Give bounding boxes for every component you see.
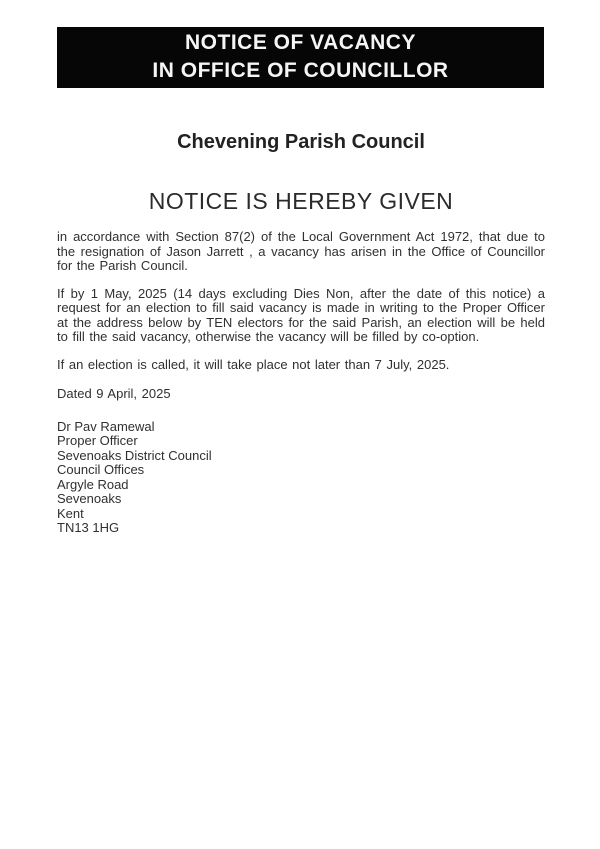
signature-line-postcode: TN13 1HG	[57, 520, 120, 535]
notice-heading: NOTICE IS HEREBY GIVEN	[148, 188, 454, 214]
banner-line-1: NOTICE OF VACANCY	[185, 31, 416, 54]
signature-line-name: Dr Pav Ramewal	[57, 418, 155, 434]
notice-banner	[57, 27, 544, 88]
signature-line-county: Kent	[57, 505, 84, 521]
paragraph-election-date: If an election is called, it will take place not later than 7 July, 2025.	[57, 356, 450, 372]
signature-line-address-2: Argyle Road	[57, 476, 129, 492]
signature-line-town: Sevenoaks	[57, 491, 122, 506]
paragraph-election-request: If by 1 May, 2025 (14 days excluding Dies Non, after the date of this notice) a request for an election to fill said vacancy is made in writing to the Proper Officer at the address below by TEN electors for the said Parish, an election will be held to fill the said vacancy, otherwise the vacancy will be filled by co-option.	[57, 285, 545, 344]
signature-line-address-1: Council Offices	[57, 462, 145, 477]
banner-line-2: IN OFFICE OF COUNCILLOR	[152, 59, 449, 82]
dated-line: Dated 9 April, 2025	[57, 386, 171, 401]
signature-line-org: Sevenoaks District Council	[57, 447, 212, 463]
signature-block	[57, 420, 545, 536]
council-title: Chevening Parish Council	[177, 131, 425, 153]
paragraph-accordance: in accordance with Section 87(2) of the Local Government Act 1972, that due to the resignation of Jason Jarrett , a vacancy has arisen in the Office of Councillor for the Parish Council.	[57, 229, 545, 273]
signature-line-role: Proper Officer	[57, 433, 138, 448]
